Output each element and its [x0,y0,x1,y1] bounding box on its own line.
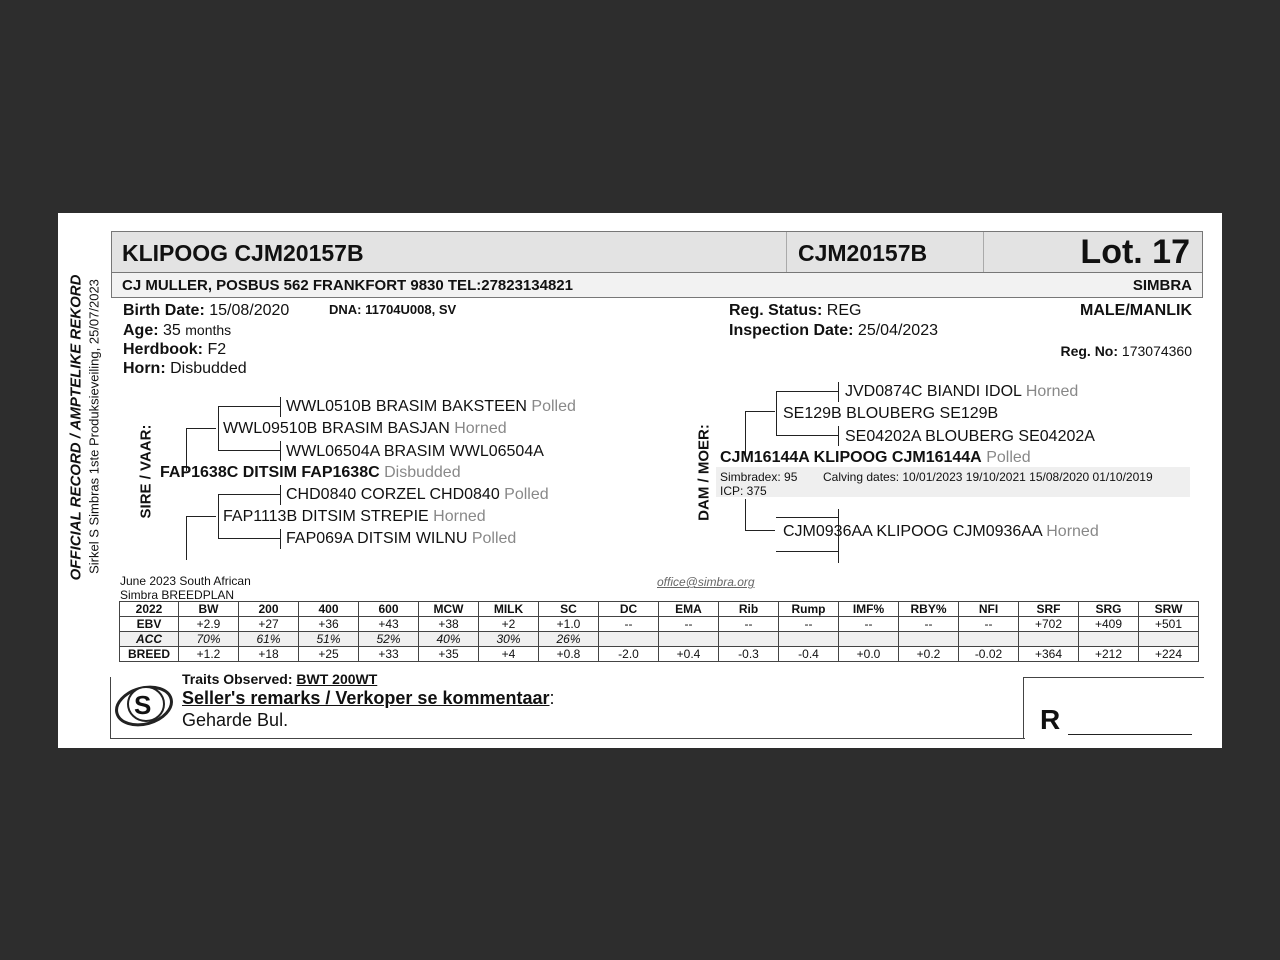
ebv-row-acc [120,632,1199,647]
breeder-bar [111,273,1203,298]
ebv-header-cell: SRG [1079,602,1139,617]
ebv-cell: -2.0 [599,647,659,662]
ebv-cell [1019,632,1079,647]
dam-label: DAM / MOER: [695,424,713,521]
ebv-cell: +43 [359,617,419,632]
remarks-text: Geharde Bul. [182,710,289,730]
ebv-cell: +409 [1079,617,1139,632]
simbradex: Simbradex: 95 [720,470,798,484]
sire-dam-sire: CHD0840 CORZEL CHD0840 Polled [286,486,549,503]
ebv-cell: 26% [539,632,599,647]
simbra-logo [113,681,175,731]
ebv-cell: +18 [239,647,299,662]
lot-card [58,213,1222,748]
ebv-cell: +364 [1019,647,1079,662]
dam-dam: CJM0936AA KLIPOOG CJM0936AA Horned [783,523,1099,540]
ebv-cell [839,632,899,647]
ebv-table [119,601,1199,662]
ebv-cell: +501 [1139,617,1199,632]
birth-date: Birth Date: 15/08/2020 [123,302,290,319]
ebv-cell: -- [839,617,899,632]
ebv-cell: -- [659,617,719,632]
traits-observed: Traits Observed: BWT 200WT [182,671,378,687]
breeder-address: CJ MULLER, POSBUS 562 FRANKFORT 9830 TEL:27823134821 [122,277,573,294]
ebv-cell [659,632,719,647]
inspection-date: Inspection Date: 25/04/2023 [729,322,938,339]
ebv-cell: -0.02 [959,647,1019,662]
ebv-header-cell: Rump [779,602,839,617]
email-link[interactable]: office@simbra.org [657,575,755,589]
ebv-cell: +1.0 [539,617,599,632]
remarks-heading: Seller's remarks / Verkoper se kommentaar: [182,688,555,708]
ebv-cell: +1.2 [179,647,239,662]
ebv-cell: -- [899,617,959,632]
sire-sire-sire: WWL0510B BRASIM BAKSTEEN Polled [286,398,576,415]
animal-name: KLIPOOG CJM20157B [122,240,364,266]
ebv-header-cell: NFI [959,602,1019,617]
ebv-header-row [120,602,1199,617]
ebv-header-cell: 2022 [120,602,179,617]
ebv-cell: +2 [479,617,539,632]
ebv-cell: +0.0 [839,647,899,662]
age: Age: 35 months [123,322,232,339]
sire-sire-dam: WWL06504A BRASIM WWL06504A [286,443,544,460]
ebv-cell [779,632,839,647]
horn-status: Horn: Disbudded [123,360,247,377]
ebv-header-cell: SC [539,602,599,617]
ebv-cell: -0.4 [779,647,839,662]
ebv-header-cell: Rib [719,602,779,617]
ebv-cell: +4 [479,647,539,662]
ebv-cell: -- [779,617,839,632]
ebv-cell: +0.8 [539,647,599,662]
ebv-cell: +0.2 [899,647,959,662]
ebv-header-cell: MCW [419,602,479,617]
ebv-cell: +35 [419,647,479,662]
ebv-cell: 52% [359,632,419,647]
icp: ICP: 375 [720,484,767,498]
sire-name: FAP1638C DITSIM FAP1638C Disbudded [160,464,461,481]
dam-sire-dam: SE04202A BLOUBERG SE04202A [845,428,1095,445]
herdbook: Herdbook: F2 [123,341,227,358]
ebv-cell: +224 [1139,647,1199,662]
ebv-cell: +212 [1079,647,1139,662]
ebv-header-cell: EMA [659,602,719,617]
price-box [1023,677,1204,738]
ebv-cell [719,632,779,647]
auction-label: Sirkel S Simbras 1ste Produksieveiling, 25/07/2023 [86,279,102,574]
ebv-row-breed [120,647,1199,662]
lot-number: Lot. 17 [1080,233,1190,271]
ebv-row-label: EBV [120,617,179,632]
sire-sire: WWL09510B BRASIM BASJAN Horned [223,420,507,437]
logo-letter: S [134,690,152,720]
ebv-header-cell: SRF [1019,602,1079,617]
ebv-header-cell: 600 [359,602,419,617]
ebv-header-cell: BW [179,602,239,617]
ebv-header-cell: MILK [479,602,539,617]
ebv-cell: +38 [419,617,479,632]
sex: MALE/MANLIK [1080,302,1192,319]
ebv-row-ebv [120,617,1199,632]
ebv-cell: -- [599,617,659,632]
ebv-cell: -0.3 [719,647,779,662]
ebv-cell: +36 [299,617,359,632]
ebv-row-label: BREED [120,647,179,662]
ebv-cell: -- [959,617,1019,632]
ebv-cell: 61% [239,632,299,647]
breedplan-line2: Simbra BREEDPLAN [120,588,235,602]
ebv-cell: 30% [479,632,539,647]
ebv-header-cell: SRW [1139,602,1199,617]
sire-dam-dam: FAP069A DITSIM WILNU Polled [286,530,517,547]
ebv-header-cell: DC [599,602,659,617]
dam-sire: SE129B BLOUBERG SE129B [783,405,999,422]
ebv-header-cell: 200 [239,602,299,617]
ebv-cell: +33 [359,647,419,662]
ebv-cell [1079,632,1139,647]
calving-dates: Calving dates: 10/01/2023 19/10/2021 15/08/2020 01/10/2019 [823,470,1153,484]
ebv-cell: +25 [299,647,359,662]
header-bar [111,231,1203,273]
ebv-header-cell: 400 [299,602,359,617]
breedplan-line1: June 2023 South African [120,574,251,588]
ebv-row-label: ACC [120,632,179,647]
dna-info: DNA: 11704U008, SV [329,302,457,317]
ebv-cell: +0.4 [659,647,719,662]
ebv-cell: 40% [419,632,479,647]
ebv-cell: 70% [179,632,239,647]
ebv-cell [599,632,659,647]
ebv-cell: +27 [239,617,299,632]
ebv-cell: +702 [1019,617,1079,632]
breed-name: SIMBRA [1132,277,1192,294]
price-line [1068,734,1192,735]
ebv-cell: +2.9 [179,617,239,632]
ebv-cell: -- [719,617,779,632]
reg-status: Reg. Status: REG [729,302,862,319]
ebv-cell: 51% [299,632,359,647]
dam-sire-sire: JVD0874C BIANDI IDOL Horned [845,383,1079,400]
ebv-cell [959,632,1019,647]
price-prefix: R [1040,704,1061,735]
sire-dam: FAP1113B DITSIM STREPIE Horned [223,508,486,525]
sire-label: SIRE / VAAR: [137,424,155,519]
ebv-cell [899,632,959,647]
dam-name: CJM16144A KLIPOOG CJM16144A Polled [720,449,1031,466]
animal-id: CJM20157B [798,240,928,266]
ebv-header-cell: IMF% [839,602,899,617]
official-record-label: OFFICIAL RECORD / AMPTELIKE REKORD [67,274,85,581]
ebv-header-cell: RBY% [899,602,959,617]
reg-no: Reg. No: 173074360 [1060,343,1192,359]
ebv-cell [1139,632,1199,647]
